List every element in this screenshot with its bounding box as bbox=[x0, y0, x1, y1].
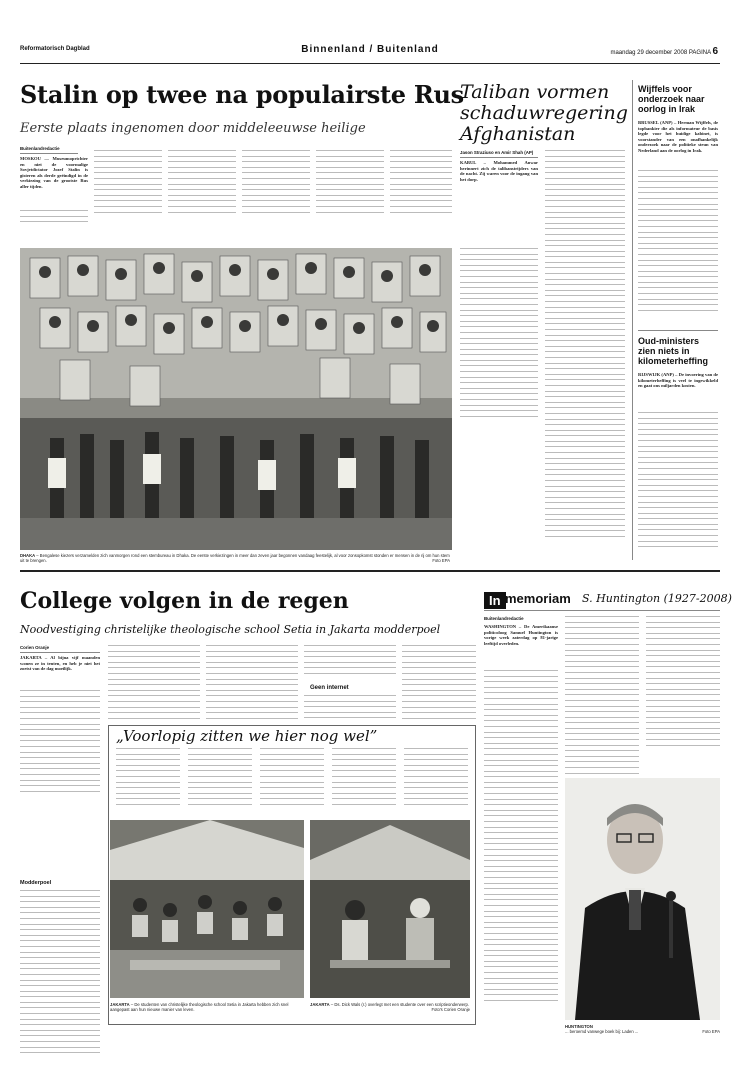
portrait-caption-text: ... beroemd vanwege boek bij: Laden ... bbox=[565, 1029, 639, 1035]
article1-byline: Buitenlandredactie bbox=[20, 146, 60, 151]
meeting-caption-label: JAKARTA bbox=[310, 1002, 330, 1007]
meeting-photo-caption bbox=[310, 1002, 470, 1012]
memoriam-col3 bbox=[646, 616, 720, 750]
memoriam-tag bbox=[484, 592, 506, 609]
sidebar-divider bbox=[632, 80, 633, 560]
quote-col3 bbox=[260, 748, 324, 810]
article2-byline: Jason Straziuso en Amir Shah (AP) bbox=[460, 150, 534, 155]
article1-col3 bbox=[168, 150, 236, 217]
article3-subhead: Noodvestiging christelijke theologische school Setia in Jakarta modderpoel bbox=[20, 623, 441, 636]
article3-col2 bbox=[108, 645, 200, 723]
dhaka-photo-caption bbox=[20, 553, 450, 563]
page-number: 6 bbox=[712, 46, 718, 57]
byline-rule bbox=[20, 153, 78, 154]
memoriam-rule bbox=[484, 610, 720, 611]
article1-col1 bbox=[20, 210, 88, 227]
section-divider bbox=[20, 570, 720, 572]
quote-col1 bbox=[116, 748, 180, 810]
portrait-credit: Foto EPA bbox=[702, 1029, 720, 1035]
article3-subheading-mid: Geen internet bbox=[310, 685, 349, 691]
article3-col4 bbox=[304, 645, 396, 679]
article1-col5 bbox=[316, 150, 384, 217]
dhaka-caption-label: DHAKA bbox=[20, 553, 36, 558]
article3-subheading-left: Modderpoel bbox=[20, 880, 52, 886]
sidebar-item1-text: BRUSSEL (ANP) – Herman Wijffels, de topbankier die als informateur de basis legde voor het huidige kabinet, is voorstander van een onafhankelijk onderzoek naar de politieke steun van Nederland aan de oorlog in Irak. bbox=[638, 120, 718, 153]
section-title: Binnenland / Buitenland bbox=[301, 44, 439, 55]
dhaka-photo-credit: Foto EPA bbox=[432, 558, 450, 564]
sidebar-item2-body bbox=[638, 412, 718, 552]
memoriam-lead: WASHINGTON – De Amerikaanse politicoloog Samuel Huntington is vorige week zaterdag op 81-jarige leeftijd overleden. bbox=[484, 624, 558, 646]
meeting-photo-credit: Foto's Corien Oranje bbox=[431, 1007, 470, 1013]
article3-col1a bbox=[20, 690, 100, 796]
sidebar-item2-title: Oud-ministers zien niets in kilometerheffing bbox=[638, 336, 709, 366]
meeting-caption-text: – Ds. Dick Wals (r.) overlegt met een studente over een scriptieonderwerp. bbox=[330, 1002, 469, 1007]
quote-col5 bbox=[404, 748, 468, 810]
article3-lead: JAKARTA – Al bijna vijf maanden wonen ze in tenten, en heb je niet het zoetst van de dag moeilijk. bbox=[20, 655, 100, 672]
article1-col2 bbox=[94, 150, 162, 217]
memoriam-tag-in: In bbox=[489, 593, 501, 608]
article1-subhead: Eerste plaats ingenomen door middeleeuwse heilige bbox=[20, 121, 366, 136]
page-label: PAGINA bbox=[688, 50, 711, 56]
tent-caption-text: – De studenten van christelijke theologische school Setia in Jakarta hebben zich snel aangepast aan hun nieuwe manier van leven. bbox=[110, 1002, 289, 1013]
memoriam-col1 bbox=[484, 670, 558, 1006]
huntington-portrait bbox=[565, 778, 720, 1020]
page-date: maandag 29 december 2008 bbox=[610, 50, 688, 56]
quote-col4 bbox=[332, 748, 396, 810]
portrait-caption bbox=[565, 1024, 720, 1034]
article2-lead: KABUL – Mohammed Anwar herinnert zich de talibanstrijders van de nacht. Zij waren voor de ingang van het dorp. bbox=[460, 160, 538, 182]
article2-col2 bbox=[545, 150, 625, 542]
dhaka-caption-text: – Bengalese kiezers verzamelden zich vanmorgen rond een stembureau in Dhaka. De eerste verkiezingen in meer dan zeven jaar begonnen vandaag feestelijk, al voor zonsopkomst stonden er mensen in de rij om hun stem uit te brengen. bbox=[20, 553, 450, 564]
crowd-photo-illustration bbox=[20, 248, 452, 550]
article3-col1b bbox=[20, 890, 100, 1058]
article2-col1 bbox=[460, 248, 538, 421]
article3-col4b bbox=[304, 695, 396, 723]
portrait-illustration bbox=[565, 778, 720, 1020]
meeting-photo-illustration bbox=[310, 820, 470, 998]
article1-col4 bbox=[242, 150, 310, 217]
article3-byline-rule bbox=[20, 652, 100, 653]
dhaka-voters-photo bbox=[20, 248, 452, 550]
article2-byline-rule bbox=[460, 157, 538, 158]
article2-headline: Taliban vormen schaduwregering Afghanistan bbox=[460, 81, 628, 145]
sidebar-item2-text: RIJSWIJK (ANP) – De invoering van de kilometerheffing is veel te ingewikkeld en gaat ons miljarden kosten. bbox=[638, 372, 718, 389]
page-date-number bbox=[610, 46, 718, 57]
tent-photo-illustration bbox=[110, 820, 304, 998]
memoriam-tag-word: memoriam bbox=[505, 591, 571, 606]
memoriam-name: S. Huntington (1927-2008) bbox=[582, 592, 732, 605]
sidebar-item1-body bbox=[638, 170, 718, 315]
tent-photo-caption bbox=[110, 1002, 304, 1012]
tent-caption-label: JAKARTA bbox=[110, 1002, 130, 1007]
article1-headline: Stalin op twee na populairste Rus bbox=[20, 80, 464, 109]
quote-headline: „Voorlopig zitten we hier nog wel” bbox=[116, 727, 378, 745]
jakarta-meeting-photo bbox=[310, 820, 470, 998]
article3-col3 bbox=[206, 645, 298, 723]
quote-col2 bbox=[188, 748, 252, 810]
sidebar-separator bbox=[638, 330, 718, 331]
article3-col5 bbox=[402, 645, 476, 723]
memoriam-byline: Buitenlandredactie bbox=[484, 616, 524, 621]
sidebar-item1-title: Wijffels voor onderzoek naar oorlog in Irak bbox=[638, 84, 705, 114]
article1-col6 bbox=[390, 150, 452, 217]
article1-lead: MOSKOU — Museumoprichter en niet de voormalige Sovjetdictator Jozef Stalin is gisteren als derde geëindigd in de verkiezing van de grootste Rus aller tijden. bbox=[20, 156, 88, 189]
article3-headline: College volgen in de regen bbox=[20, 588, 349, 614]
jakarta-tent-photo bbox=[110, 820, 304, 998]
newspaper-name: Reformatorisch Dagblad bbox=[20, 46, 90, 52]
portrait-caption-label: HUNTINGTON bbox=[565, 1024, 593, 1029]
article3-byline: Corien Oranje bbox=[20, 645, 50, 650]
